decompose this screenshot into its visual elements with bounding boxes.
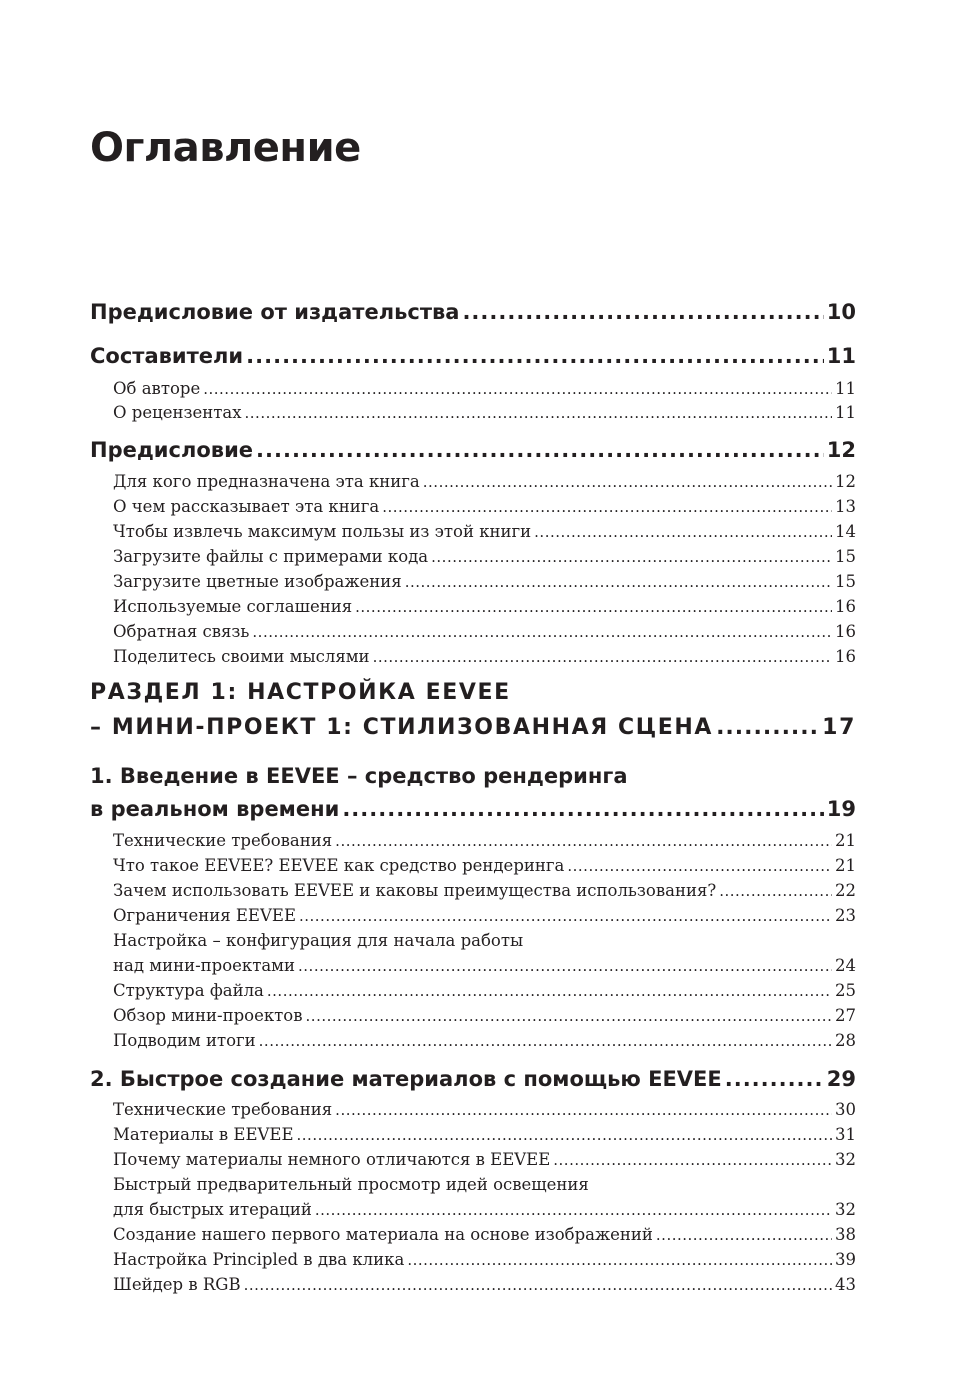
- toc-entry-label: 2. Быстрое создание материалов с помощью EEVEE: [90, 1067, 722, 1091]
- toc-entry-label: О рецензентах: [113, 403, 242, 422]
- toc-entry-label: Настройка Principled в два клика: [113, 1250, 405, 1269]
- toc-page-number: 14: [835, 522, 856, 541]
- toc-leader-dots: [203, 377, 832, 401]
- toc-leader-dots: [297, 1123, 832, 1147]
- toc-entry-label: для быстрых итераций: [113, 1200, 312, 1219]
- toc-page-number: 31: [835, 1125, 856, 1144]
- toc-entry-part-1[interactable]: [90, 713, 856, 743]
- toc-entry-section[interactable]: [113, 620, 856, 644]
- toc-entry-section[interactable]: [113, 545, 856, 569]
- toc-page-number: 21: [835, 831, 856, 850]
- toc-page-number: 30: [835, 1100, 856, 1119]
- toc-page-number: 16: [835, 622, 856, 641]
- toc-entry-label: в реальном времени: [90, 797, 340, 821]
- toc-entry-label: Предисловие: [90, 438, 254, 462]
- toc-page-number: 16: [835, 647, 856, 666]
- toc-entry-label: над мини-проектами: [113, 956, 296, 975]
- toc-leader-dots: [245, 401, 832, 425]
- toc-entry-section[interactable]: [113, 829, 856, 853]
- toc-entry-section[interactable]: [113, 495, 856, 519]
- toc-page-number: 23: [835, 906, 856, 925]
- toc-leader-dots: [355, 595, 832, 619]
- toc-leader-dots: [725, 1065, 824, 1093]
- toc-entry-label: Структура файла: [113, 981, 264, 1000]
- toc-page-number: 22: [835, 881, 856, 900]
- toc-leader-dots: [719, 879, 832, 903]
- toc-leader-dots: [335, 1098, 832, 1122]
- toc-entry-section[interactable]: [113, 854, 856, 878]
- toc-page-number: 11: [826, 344, 856, 368]
- toc-page-number: 19: [826, 797, 856, 821]
- toc-page-number: 32: [835, 1200, 856, 1219]
- toc-entry-label: Шейдер в RGB: [113, 1275, 241, 1294]
- toc-leader-dots: [407, 1248, 832, 1272]
- toc-entry-contributors[interactable]: [90, 342, 856, 370]
- toc-entry-label: Для кого предназначена эта книга: [113, 472, 420, 491]
- toc-leader-dots: [267, 979, 832, 1003]
- toc-entry-about-author[interactable]: [113, 377, 856, 401]
- toc-page-number: 43: [835, 1275, 856, 1294]
- toc-entry-label: Подводим итоги: [113, 1031, 256, 1050]
- toc-entry-section[interactable]: [113, 645, 856, 669]
- toc-entry-label: Обратная связь: [113, 622, 250, 641]
- toc-entry-section[interactable]: [113, 1004, 856, 1028]
- toc-leader-dots: [306, 1004, 832, 1028]
- toc-leader-dots: [553, 1148, 832, 1172]
- toc-entry-label: Об авторе: [113, 379, 201, 398]
- toc-part-1-title-line-1: РАЗДЕЛ 1: НАСТРОЙКА EEVEE: [90, 680, 511, 705]
- toc-page-number: 27: [835, 1006, 856, 1025]
- toc-leader-dots: [382, 495, 832, 519]
- toc-page-number: 15: [835, 572, 856, 591]
- toc-leader-dots: [462, 298, 823, 326]
- toc-page-number: 16: [835, 597, 856, 616]
- toc-leader-dots: [342, 795, 823, 823]
- toc-page-number: 29: [826, 1067, 856, 1091]
- toc-entry-label: Используемые соглашения: [113, 597, 353, 616]
- toc-entry-label: Предисловие от издательства: [90, 300, 460, 324]
- toc-leader-dots: [716, 713, 819, 743]
- toc-page-number: 15: [835, 547, 856, 566]
- toc-leader-dots: [335, 829, 832, 853]
- toc-entry-label: Составители: [90, 344, 244, 368]
- toc-entry-section[interactable]: [113, 470, 856, 494]
- toc-leader-dots: [534, 520, 832, 544]
- toc-entry-section[interactable]: [113, 520, 856, 544]
- toc-page-number: 10: [826, 300, 856, 324]
- toc-page-number: 32: [835, 1150, 856, 1169]
- toc-entry-label: Технические требования: [113, 1100, 333, 1119]
- toc-entry-label: Обзор мини-проектов: [113, 1006, 303, 1025]
- toc-entry-section[interactable]: [113, 1223, 856, 1247]
- toc-entry-section[interactable]: [113, 1029, 856, 1053]
- toc-entry-label: Почему материалы немного отличаются в EEVEE: [113, 1150, 551, 1169]
- toc-leader-dots: [298, 954, 832, 978]
- toc-leader-dots: [423, 470, 832, 494]
- toc-page-number: 25: [835, 981, 856, 1000]
- toc-page-number: 28: [835, 1031, 856, 1050]
- toc-entry-section[interactable]: [113, 1098, 856, 1122]
- toc-leader-dots: [252, 620, 832, 644]
- toc-chapter-1-title-line-1: 1. Введение в EEVEE – средство рендеринга: [90, 764, 628, 788]
- toc-entry-setup-line-1: Настройка – конфигурация для начала работы: [113, 931, 524, 950]
- toc-entry-publisher-preface[interactable]: [90, 298, 856, 326]
- toc-page-number: 13: [835, 497, 856, 516]
- toc-entry-label: О чем рассказывает эта книга: [113, 497, 380, 516]
- toc-entry-section[interactable]: [113, 1248, 856, 1272]
- toc-entry-preface[interactable]: [90, 436, 856, 464]
- toc-entry-label: Что такое EEVEE? EEVEE как средство рендеринга: [113, 856, 565, 875]
- toc-entry-label: Поделитесь своими мыслями: [113, 647, 370, 666]
- toc-entry-preview-line-1: Быстрый предварительный просмотр идей освещения: [113, 1175, 589, 1194]
- toc-page-number: 11: [835, 403, 856, 422]
- toc-leader-dots: [431, 545, 832, 569]
- toc-entry-section[interactable]: [113, 595, 856, 619]
- toc-entry-section[interactable]: [113, 879, 856, 903]
- toc-entry-label: Зачем использовать EEVEE и каковы преимущества использования?: [113, 881, 717, 900]
- toc-page-number: 39: [835, 1250, 856, 1269]
- toc-entry-label: Ограничения EEVEE: [113, 906, 296, 925]
- toc-entry-section[interactable]: [113, 570, 856, 594]
- toc-page-number: 24: [835, 956, 856, 975]
- toc-leader-dots: [405, 570, 832, 594]
- toc-entry-label: Материалы в EEVEE: [113, 1125, 294, 1144]
- toc-entry-section[interactable]: [113, 954, 856, 978]
- page-title: Оглавление: [90, 125, 361, 171]
- toc-leader-dots: [246, 342, 824, 370]
- toc-entry-section[interactable]: [113, 904, 856, 928]
- toc-page-number: 12: [826, 438, 856, 462]
- toc-entry-chapter-1[interactable]: [90, 795, 856, 823]
- toc-leader-dots: [299, 904, 832, 928]
- toc-page-number: 17: [822, 715, 856, 740]
- toc-entry-label: Создание нашего первого материала на основе изображений: [113, 1225, 653, 1244]
- toc-entry-label: Чтобы извлечь максимум пользы из этой книги: [113, 522, 532, 541]
- toc-entry-section[interactable]: [113, 1198, 856, 1222]
- toc-entry-label: – МИНИ-ПРОЕКТ 1: СТИЛИЗОВАННАЯ СЦЕНА: [90, 715, 714, 740]
- toc-leader-dots: [656, 1223, 832, 1247]
- toc-leader-dots: [567, 854, 832, 878]
- toc-leader-dots: [256, 436, 824, 464]
- toc-entry-label: Загрузите цветные изображения: [113, 572, 402, 591]
- toc-entry-label: Технические требования: [113, 831, 333, 850]
- toc-page-number: 11: [835, 379, 856, 398]
- toc-leader-dots: [259, 1029, 832, 1053]
- toc-page-number: 38: [835, 1225, 856, 1244]
- toc-entry-chapter-2[interactable]: [90, 1065, 856, 1093]
- toc-entry-section[interactable]: [113, 1273, 856, 1297]
- toc-leader-dots: [315, 1198, 832, 1222]
- toc-entry-about-reviewers[interactable]: [113, 401, 856, 425]
- toc-leader-dots: [244, 1273, 832, 1297]
- toc-entry-label: Загрузите файлы с примерами кода: [113, 547, 429, 566]
- toc-page-number: 12: [835, 472, 856, 491]
- toc-leader-dots: [373, 645, 832, 669]
- toc-entry-section[interactable]: [113, 979, 856, 1003]
- toc-page-number: 21: [835, 856, 856, 875]
- toc-entry-section[interactable]: [113, 1148, 856, 1172]
- toc-entry-section[interactable]: [113, 1123, 856, 1147]
